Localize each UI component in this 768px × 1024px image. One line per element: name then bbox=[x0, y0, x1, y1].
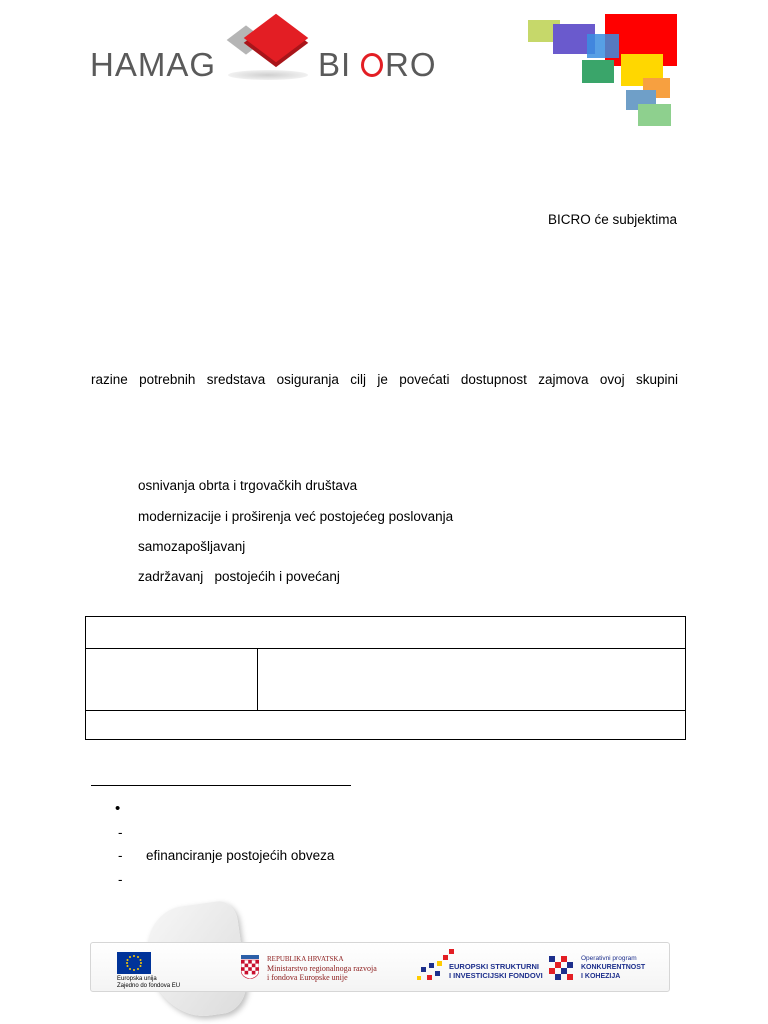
purpose-item-2: modernizacije i proširenja već postojećeg poslovanja bbox=[138, 509, 454, 524]
list-dash-3: - bbox=[118, 872, 123, 887]
esi-funds-line2: I INVESTICIJSKI FONDOVI bbox=[449, 971, 543, 980]
list-bullet: • bbox=[115, 800, 121, 817]
op-konkurentnost-icon bbox=[549, 956, 573, 980]
paragraph-razine: razine potrebnih sredstava osiguranja cilj je povećati dostupnost zajmova ovoj skupini bbox=[91, 372, 678, 387]
purpose-item-3: samozapošljavanj bbox=[138, 539, 246, 554]
eu-flag-icon bbox=[117, 952, 151, 974]
hamag-bicro-logo bbox=[88, 12, 448, 87]
square-green bbox=[582, 60, 614, 83]
table-row-3 bbox=[86, 710, 685, 740]
table-row-1 bbox=[86, 617, 685, 649]
logo-shadow bbox=[228, 70, 308, 80]
table-row-2 bbox=[86, 648, 685, 711]
eu-stars-icon bbox=[117, 952, 151, 974]
rh-title: REPUBLIKA HRVATSKA bbox=[267, 955, 344, 963]
logo-bicro-suffix: RO bbox=[385, 46, 437, 83]
op-line1: Operativni program bbox=[581, 955, 637, 962]
info-table bbox=[85, 616, 686, 740]
paragraph-bicro: BICRO će subjektima bbox=[547, 212, 677, 227]
eu-caption-2: Zajedno do fondova EU bbox=[117, 983, 181, 989]
list-dash-2: - bbox=[118, 848, 123, 863]
list-item-refinanciranje: efinanciranje postojećih obveza bbox=[146, 848, 335, 863]
logo-red-cube bbox=[244, 14, 309, 63]
op-line2: KONKURENTNOST bbox=[581, 964, 646, 971]
rh-ministry-line1: Ministarstvo regionalnoga razvoja bbox=[267, 964, 377, 973]
footer-eu-banner bbox=[90, 942, 670, 992]
square-blue bbox=[587, 34, 619, 58]
esi-funds-line1: EUROPSKI STRUKTURNI bbox=[449, 962, 540, 971]
colour-squares-graphic bbox=[525, 12, 685, 132]
list-dash-1: - bbox=[118, 825, 123, 840]
section-underline bbox=[91, 785, 351, 786]
logo-bicro-o bbox=[361, 53, 383, 77]
purpose-item-4: zadržavanj postojećih i povećanj bbox=[138, 569, 340, 584]
square-lightgreen bbox=[638, 104, 671, 126]
table-column-divider bbox=[257, 648, 258, 710]
op-line3: I KOHEZIJA bbox=[581, 973, 621, 980]
logo-hamag-text: HAMAG bbox=[90, 46, 217, 83]
purpose-item-1: osnivanja obrta i trgovačkih društava bbox=[138, 478, 358, 493]
croatian-coat-of-arms-icon bbox=[241, 955, 259, 979]
logo-bicro-prefix: BI bbox=[318, 46, 352, 83]
rh-ministry-line2: i fondova Europske unije bbox=[267, 973, 348, 982]
eu-caption-1: Europska unija bbox=[117, 976, 157, 982]
